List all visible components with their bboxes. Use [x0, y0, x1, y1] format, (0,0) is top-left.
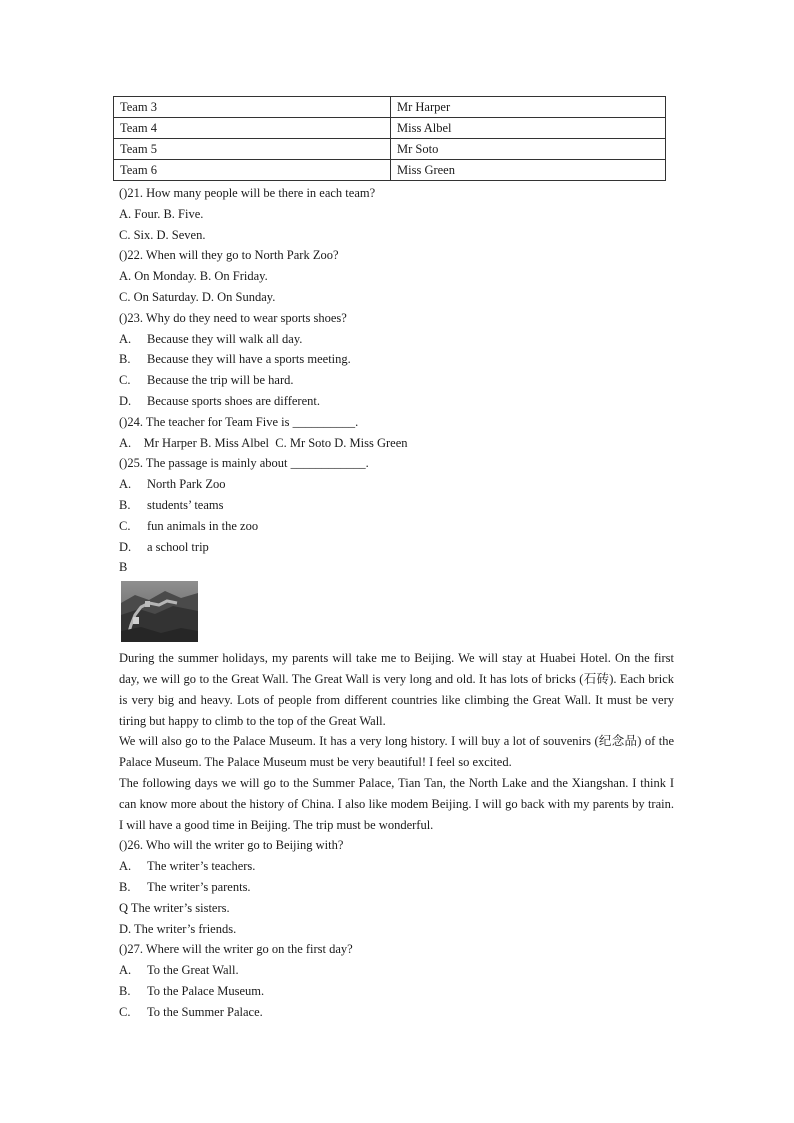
option-key: C. [119, 518, 131, 533]
answer-option [119, 1002, 674, 1023]
option-text: North Park Zoo [147, 477, 226, 492]
answer-option [119, 537, 674, 558]
question-21: ()21. How many people will be there in each team? [119, 186, 376, 200]
table-row [114, 118, 666, 139]
answer-option [119, 391, 674, 412]
question-21-options-cd: C. Six. D. Seven. [119, 227, 206, 242]
answer-option [119, 474, 674, 495]
question-27: ()27. Where will the writer go on the first day? [119, 942, 353, 957]
option-key: A. [119, 963, 132, 978]
question-26: ()26. Who will the writer go to Beijing with? [119, 838, 344, 853]
question-24: ()24. The teacher for Team Five is __________. [119, 414, 359, 429]
option-text: To the Great Wall. [147, 963, 239, 978]
question-22-options-ab: A. On Monday. B. On Friday. [119, 269, 268, 284]
teacher-cell: Miss Green [391, 160, 666, 181]
option-text: The writer’s teachers. [147, 859, 256, 874]
question-content [119, 183, 674, 1022]
answer-option [119, 370, 674, 391]
option-key: B. [119, 497, 131, 512]
option-text: To the Summer Palace. [147, 1004, 263, 1019]
answer-option [119, 960, 674, 981]
option-key: A. [119, 331, 132, 346]
teacher-cell: Mr Soto [391, 139, 666, 160]
question-21-options-ab: A. Four. B. Five. [119, 206, 204, 221]
great-wall-photo [121, 581, 198, 642]
question-24-options: A. Mr Harper B. Miss Albel C. Mr Soto D. Miss Green [119, 435, 408, 450]
option-text: Because the trip will be hard. [147, 373, 294, 388]
passage-paragraph-1: During the summer holidays, my parents will take me to Beijing. We will stay at Huabei Hotel. On the first day, we will go to the Great Wall. The Great Wall is very long and old. It has lots of bricks (石砖). Each brick is very big and heavy. Lots of people from different countries like climbing the Great Wall. It must be very tiring but happy to climb to the top of the Great Wall. [119, 651, 674, 728]
teacher-cell: Mr Harper [391, 97, 666, 118]
option-key: B. [119, 983, 131, 998]
option-text: Because they will have a sports meeting. [147, 352, 351, 367]
passage-paragraph-2: We will also go to the Palace Museum. It has a very long history. I will buy a lot of souvenirs (纪念品) of the Palace Museum. The Palace Museum must be very beautiful! I feel so excited. [119, 734, 674, 770]
option-key: A. [119, 477, 132, 492]
option-key: C. [119, 1004, 131, 1019]
option-text: To the Palace Museum. [147, 983, 265, 998]
answer-option [119, 495, 674, 516]
question-22: ()22. When will they go to North Park Zoo? [119, 248, 339, 263]
option-key: D. [119, 393, 132, 408]
team-cell: Team 3 [114, 97, 391, 118]
passage-paragraph-3: The following days we will go to the Summer Palace, Tian Tan, the North Lake and the Xiangshan. I think I can know more about the history of China. I also like modem Beijing. I will go back with my parents by train. I will have a good time in Beijing. The trip must be wonderful. [119, 775, 674, 832]
answer-option [119, 349, 674, 370]
table-row [114, 97, 666, 118]
option-text: The writer’s parents. [147, 879, 251, 894]
teacher-cell: Miss Albel [391, 118, 666, 139]
option-key: C. [119, 373, 131, 388]
question-22-options-cd: C. On Saturday. D. On Sunday. [119, 289, 276, 304]
team-cell: Team 5 [114, 139, 391, 160]
question-23: ()23. Why do they need to wear sports shoes? [119, 310, 347, 325]
option-key: B. [119, 879, 131, 894]
option-key: B. [119, 352, 131, 367]
option-text: Because sports shoes are different. [147, 393, 320, 408]
option-text: students’ teams [147, 497, 224, 512]
option-text: fun animals in the zoo [147, 518, 259, 533]
option-key: D. [119, 539, 132, 554]
question-26-option-d: D. The writer’s friends. [119, 921, 237, 936]
option-key: A. [119, 859, 132, 874]
question-26-option-c: Q The writer’s sisters. [119, 900, 230, 915]
answer-option [119, 516, 674, 537]
teams-table [113, 96, 666, 181]
option-text: a school trip [147, 539, 209, 554]
question-25: ()25. The passage is mainly about ____________. [119, 456, 369, 471]
answer-option [119, 981, 674, 1002]
answer-option [119, 856, 674, 877]
option-text: Because they will walk all day. [147, 331, 303, 346]
table-row [114, 139, 666, 160]
team-cell: Team 4 [114, 118, 391, 139]
answer-option [119, 877, 674, 898]
section-label: B [119, 560, 128, 575]
table-row [114, 160, 666, 181]
team-cell: Team 6 [114, 160, 391, 181]
answer-option [119, 329, 674, 350]
